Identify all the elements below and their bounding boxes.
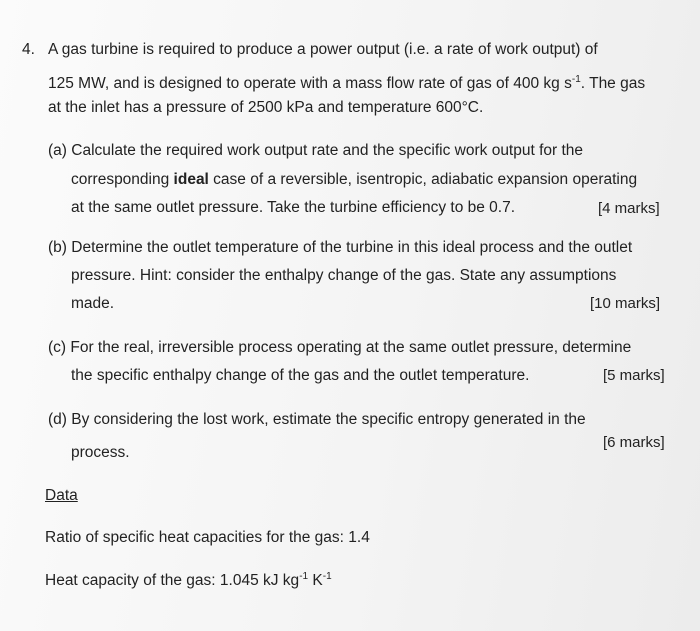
part-a-line-3: at the same outlet pressure. Take the turbine efficiency to be 0.7. (71, 199, 516, 216)
intro-line-2 (48, 70, 645, 94)
part-d-marks: [6 marks] (603, 434, 665, 451)
intro-line-2-text: 125 MW, and is designed to operate with a mass flow rate of gas of 400 kg s (48, 75, 572, 93)
part-a-line-2 (71, 170, 637, 190)
intro-superscript: -1 (571, 74, 581, 85)
part-c-line-1: (c) For the real, irreversible process operating at the same outlet pressure, determine (48, 339, 632, 356)
part-b-line-2: pressure. Hint: consider the enthalpy change of the gas. State any assumptions (71, 267, 617, 284)
heat-capacity-text: Heat capacity of the gas: 1.045 kJ kg (45, 572, 300, 590)
part-a-ideal-emphasis: ideal (173, 171, 209, 188)
heat-capacity-sup-1: -1 (299, 571, 309, 582)
part-c-line-2: the specific enthalpy change of the gas and the outlet temperature. (71, 367, 530, 384)
part-d-line-2: process. (71, 444, 130, 461)
question-number: 4. (22, 41, 35, 58)
intro-line-3: at the inlet has a pressure of 2500 kPa and temperature 600°C. (48, 99, 484, 116)
part-c-marks: [5 marks] (603, 367, 665, 384)
part-a-line-1: (a) Calculate the required work output rate and the specific work output for the (48, 142, 584, 159)
heat-capacity-unit-k: K (308, 572, 323, 590)
part-b-line-3: made. (71, 295, 115, 312)
part-d-line-1: (d) By considering the lost work, estimate the specific entropy generated in the (48, 411, 586, 428)
part-a-line-2-post: case of a reversible, isentropic, adiabatic expansion operating (208, 171, 638, 188)
heat-capacity-sup-2: -1 (322, 571, 332, 582)
data-heat-capacity-line (45, 567, 332, 591)
part-a-marks: [4 marks] (598, 200, 660, 217)
intro-line-1: A gas turbine is required to produce a power output (i.e. a rate of work output) of (48, 41, 598, 58)
part-a-line-2-pre: corresponding (71, 171, 174, 188)
data-ratio-line: Ratio of specific heat capacities for the gas: 1.4 (45, 529, 370, 546)
part-b-line-1: (b) Determine the outlet temperature of the turbine in this ideal process and the outlet (48, 239, 633, 256)
intro-line-2-tail: . The gas (580, 75, 646, 93)
part-b-marks: [10 marks] (590, 295, 661, 312)
data-heading: Data (45, 487, 78, 504)
